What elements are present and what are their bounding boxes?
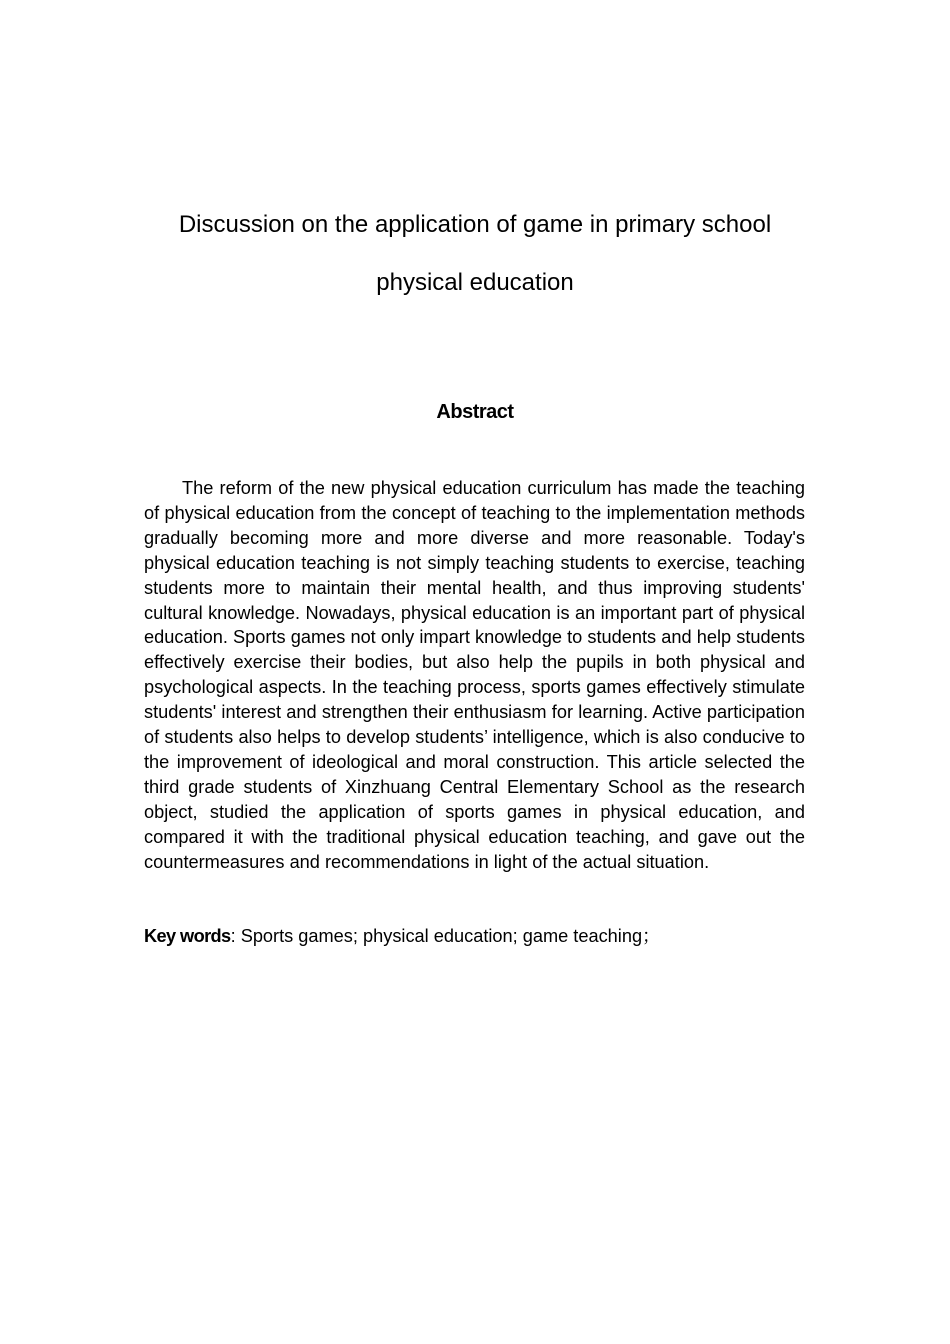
- abstract-paragraph: The reform of the new physical education curriculum has made the teaching of physical education from the concept of teaching to the implementation methods gradually becoming more and more diverse and more reasonable. Today's physical education teaching is not simply teaching students to exercise, teaching students more to maintain their mental health, and thus improving students' cultural knowledge. Nowadays, physical education is an important part of physical education. Sports games not only impart knowledge to students and help students effectively exercise their bodies, but also help the pupils in both physical and psychological aspects. In the teaching process, sports games effectively stimulate students' interest and strengthen their enthusiasm for learning. Active participation of students also helps to develop students’ intelligence, which is also conducive to the improvement of ideological and moral construction. This article selected the third grade students of Xinzhuang Central Elementary School as the research object, studied the application of sports games in physical education, and compared it with the traditional physical education teaching, and gave out the countermeasures and recommendations in light of the actual situation.: [144, 478, 805, 872]
- keywords-text: Sports games; physical education; game teaching；: [240, 926, 661, 946]
- keywords-line: [144, 924, 805, 948]
- keywords-separator: :: [230, 926, 241, 946]
- title-line-2: physical education: [376, 269, 574, 296]
- keywords-label: Key words: [144, 926, 231, 946]
- title-line-1: Discussion on the application of game in primary school: [178, 211, 772, 238]
- abstract-heading: Abstract: [436, 401, 514, 423]
